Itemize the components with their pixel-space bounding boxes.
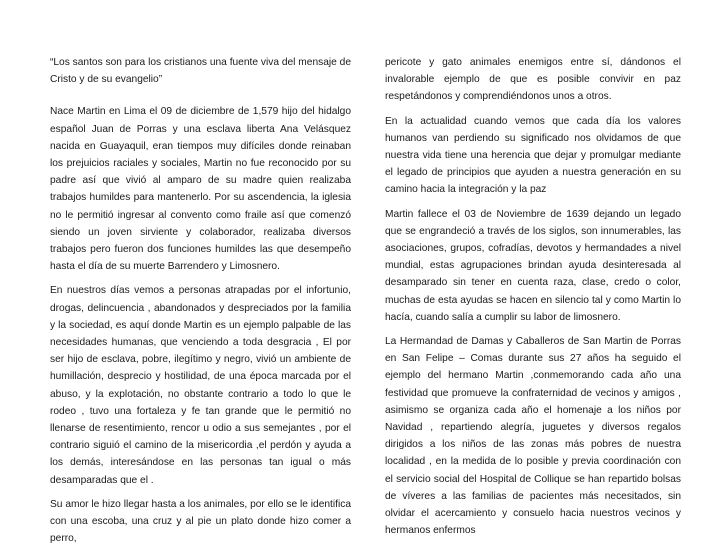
opening-quote: “Los santos son para los cristianos una fuente viva del mensaje de Cristo y de su evangelio” [50,57,351,86]
paragraph-animals: Su amor le hizo llegar hasta a los animales, por ello se le identifica con una escoba, una cruz y al pie un plato donde hizo comer a perro, [50,498,351,545]
paragraph-brotherhood: La Hermandad de Damas y Caballeros de San Martin de Porras en San Felipe – Comas durante sus 27 años ha seguido el ejemplo del hermano Martin ,conmemorando cada año una festividad que promueve la confraternidad de vecinos y amigos , asimismo se organiza cada año el homenaje a los niños por Navidad , repartiendo alegría, juguetes y diversos regalos dirigidos a los niños de las zonas más pobres de nuestra localidad , en la medida de lo posible y previa coordinación con el servicio social del Hospital de Collique se han repartido bolsas de víveres a las familias de pacientes más necesitados, sin olvidar el acercamiento y consuelo hacia nuestros vecinos y hermanos enfermos [385,336,681,537]
paragraph-birth: Nace Martin en Lima el 09 de diciembre de 1,579 hijo del hidalgo español Juan de Porras y una esclava liberta Ana Velásquez nacida en Guayaquil, eran tiempos muy difíciles donde reinaban los prejuicios raciales y sociales, Martin no fue reconocido por su padre así que vivió al amparo de su madre quien realizaba trabajos humildes para mantenerlo. Por su ascendencia, la iglesia no le permitió ingresar al convento como fraile así que comenzó siendo un joven sirviente y colaborador, realizaba diversos trabajos pero fueron dos funciones humildes las que desempeño hasta el día de su muerte Barrendero y Limosnero. [50,106,351,273]
left-column [50,54,351,554]
paragraph-legacy: Martin fallece el 03 de Noviembre de 1639 dejando un legado que se engrandeció a través de los siglos, son innumerables, las asociaciones, grupos, cofradías, devotos y hermandades a nivel mundial, estas agrupaciones brindan ayuda desinteresada al desamparado sin tener en cuenta raza, clase, credo o color, muchas de esta ayudas se hacen en silencio tal y como Martin lo hacía, cuando salía a cumplir su labor de limosnero. [385,208,681,323]
paragraph-coexistence: pericote y gato animales enemigos entre sí, dándonos el invalorable ejemplo de que es posible convivir en paz respetándonos y comprendiéndonos unos a otros. [385,57,681,103]
paragraph-human-values: En la actualidad cuando vemos que cada día los valores humanos van perdiendo su significado nos olvidamos de que nuestra vida tiene una herencia que dejar y promulgar mediante el legado de principios que ayuden a nuestra generación en su camino hacia la integración y la paz [385,115,681,196]
right-column [385,54,681,546]
paragraph-present-day: En nuestros días vemos a personas atrapadas por el infortunio, drogas, delincuencia , abandonados y despreciados por la familia y la sociedad, es aquí donde Martin es un ejemplo palpable de las necesidades humanas, que venciendo a toda desgracia , El por ser hijo de esclava, pobre, ilegítimo y negro, vivió un ambiente de humillación, desprecio y hostilidad, de una época marcada por el abuso, y la explotación, no obstante contrario a todo lo que le rodeo , tuvo una fortaleza y fe tan grande que le permitió no llenarse de resentimiento, rencor u odio a sus semejantes , por el contrario siguió el camino de la misericordia ,el perdón y ayuda a los demás, interesándose en las personas tan igual o más desamparadas que el . [50,285,351,486]
